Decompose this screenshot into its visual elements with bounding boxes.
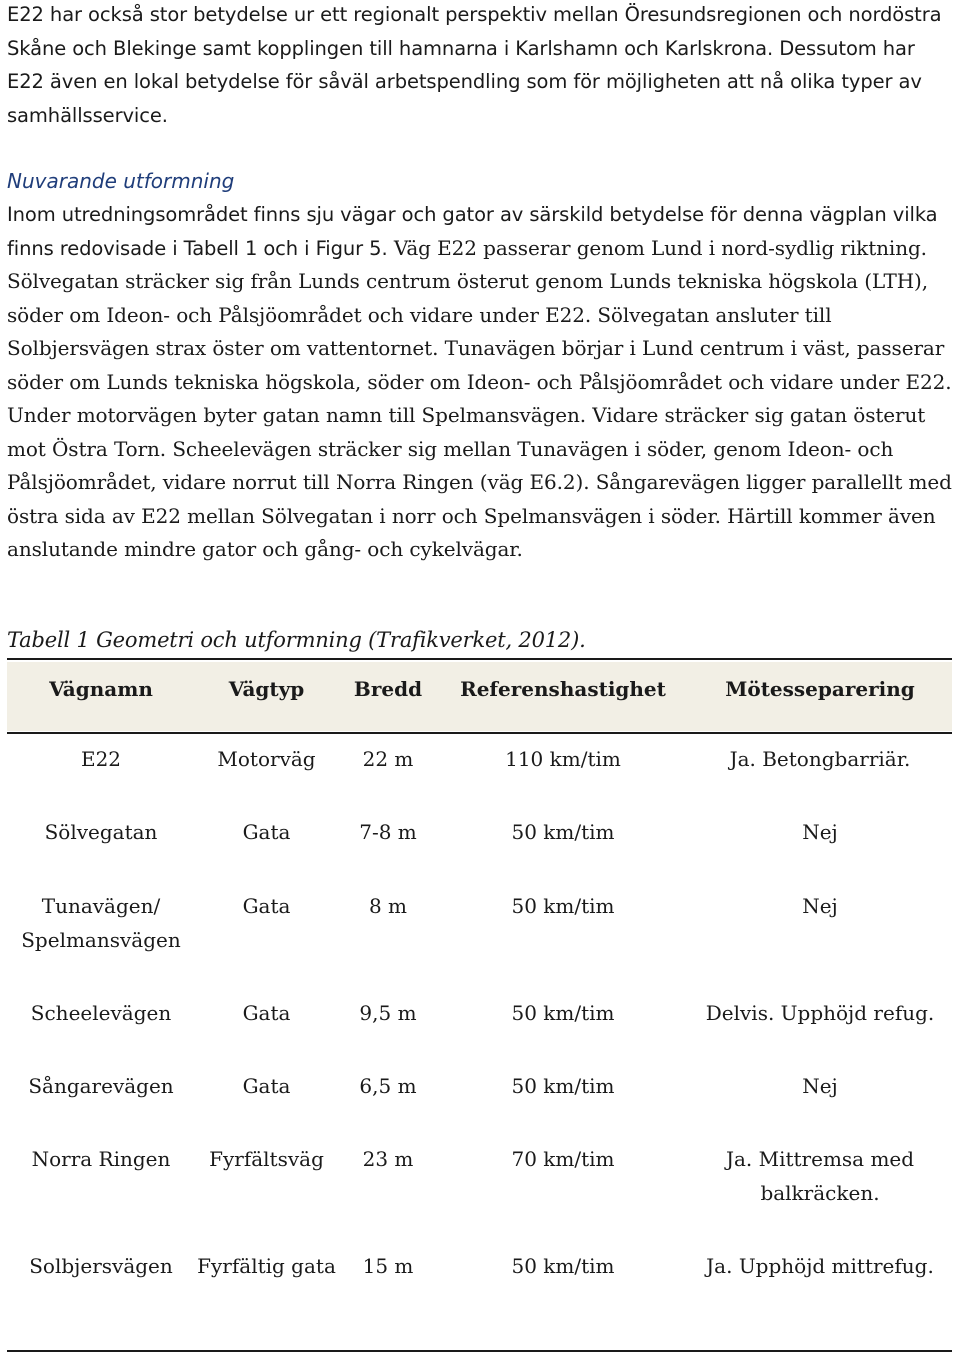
- cell-bredd: 9,5 m: [359, 1001, 417, 1025]
- cell-vagnamn: Scheelevägen: [30, 1001, 172, 1025]
- table-top-rule: [7, 658, 952, 660]
- cell-vagtyp: Gata: [242, 820, 291, 844]
- cell-motesseparering: Ja. Mittremsa med balkräcken.: [725, 1147, 915, 1205]
- body-text-part1: Inom utredningsområdet finns sju vägar och gator av särskild betydelse för denna vägplan vilka finns redovisade i Tabell 1 och i Figur 5.: [7, 203, 938, 260]
- cell-vagtyp: Gata: [242, 1074, 291, 1098]
- table-caption: Tabell 1 Geometri och utformning (Trafikverket, 2012).: [7, 628, 586, 652]
- cell-motesseparering: Ja. Betongbarriär.: [729, 747, 911, 771]
- section-heading: Nuvarande utformning: [7, 169, 235, 193]
- cell-vagnamn: Solbjersvägen: [29, 1254, 173, 1278]
- cell-motesseparering: Nej: [802, 820, 838, 844]
- cell-referenshastighet: 50 km/tim: [511, 1074, 615, 1098]
- body-paragraph: [7, 198, 953, 567]
- cell-referenshastighet: 70 km/tim: [511, 1147, 615, 1171]
- cell-bredd: 7-8 m: [359, 820, 417, 844]
- cell-vagtyp: Fyrfältig gata: [197, 1254, 336, 1278]
- table-bottom-rule: [7, 1350, 952, 1352]
- cell-motesseparering: Nej: [802, 894, 838, 918]
- cell-vagtyp: Fyrfältsväg: [209, 1147, 324, 1171]
- cell-bredd: 15 m: [362, 1254, 414, 1278]
- header-vagtyp: Vägtyp: [228, 677, 305, 701]
- cell-vagtyp: Gata: [242, 1001, 291, 1025]
- cell-bredd: 8 m: [368, 894, 408, 918]
- cell-vagnamn: Tunavägen/ Spelmansvägen: [21, 894, 181, 952]
- intro-paragraph: [7, 0, 953, 132]
- cell-vagnamn: Norra Ringen: [31, 1147, 171, 1171]
- cell-referenshastighet: 50 km/tim: [511, 820, 615, 844]
- body-text-part5: Scheelevägen sträcker sig mellan Tunavägen i söder, genom Ideon- och Pålsjöområdet, vidare norrut till Norra Ringen (väg E6.2). Sångarevägen ligger parallellt med östra sida av E22 mellan Sölvegatan i norr och Spelmansvägen i söder. Härtill kommer även anslutande mindre gator och gång- och cykelvägar.: [7, 436, 952, 561]
- header-referenshastighet: Referenshastighet: [460, 677, 666, 701]
- cell-referenshastighet: 110 km/tim: [505, 747, 621, 771]
- cell-vagnamn: Sölvegatan: [44, 820, 158, 844]
- cell-vagtyp: Motorväg: [217, 747, 316, 771]
- header-bredd: Bredd: [353, 677, 423, 701]
- body-text-part3: Sölvegatan sträcker sig från Lunds centrum österut genom Lunds tekniska högskola (LTH), söder om Ideon- och Pålsjöområdet och vidare under E22. Sölvegatan ansluter till Solbjersvägen strax öster om vattentornet.: [7, 269, 929, 360]
- header-motesseparering: Mötesseparering: [725, 677, 915, 701]
- cell-bredd: 22 m: [362, 747, 414, 771]
- body-text-part2: Väg E22 passerar genom Lund i nord-sydlig riktning.: [387, 235, 927, 260]
- cell-referenshastighet: 50 km/tim: [511, 1254, 615, 1278]
- cell-motesseparering: Delvis. Upphöjd refug.: [705, 1001, 935, 1025]
- cell-bredd: 23 m: [362, 1147, 414, 1171]
- body-text-part4: Tunavägen börjar i Lund centrum i väst, passerar söder om Lunds tekniska högskola, söder om Ideon- och Pålsjöområdet och vidare under E22. Under motorvägen byter gatan namn till Spelmansvägen. Vidare sträcker sig gatan österut mot Östra Torn.: [7, 336, 952, 461]
- cell-vagnamn: Sångarevägen: [28, 1074, 174, 1098]
- header-vagnamn: Vägnamn: [49, 677, 153, 701]
- cell-vagtyp: Gata: [242, 894, 291, 918]
- cell-referenshastighet: 50 km/tim: [511, 1001, 615, 1025]
- cell-motesseparering: Nej: [802, 1074, 838, 1098]
- cell-motesseparering: Ja. Upphöjd mittrefug.: [706, 1254, 934, 1278]
- cell-bredd: 6,5 m: [359, 1074, 417, 1098]
- cell-referenshastighet: 50 km/tim: [511, 894, 615, 918]
- table-header-rule: [7, 732, 952, 734]
- cell-vagnamn: E22: [80, 747, 122, 771]
- intro-text: E22 har också stor betydelse ur ett regionalt perspektiv mellan Öresundsregionen och nordöstra Skåne och Blekinge samt kopplingen till hamnarna i Karlshamn och Karlskrona. Dessutom har E22 även en lokal betydelse för såväl arbetspendling som för möjligheten att nå olika typer av samhällsservice.: [7, 3, 942, 127]
